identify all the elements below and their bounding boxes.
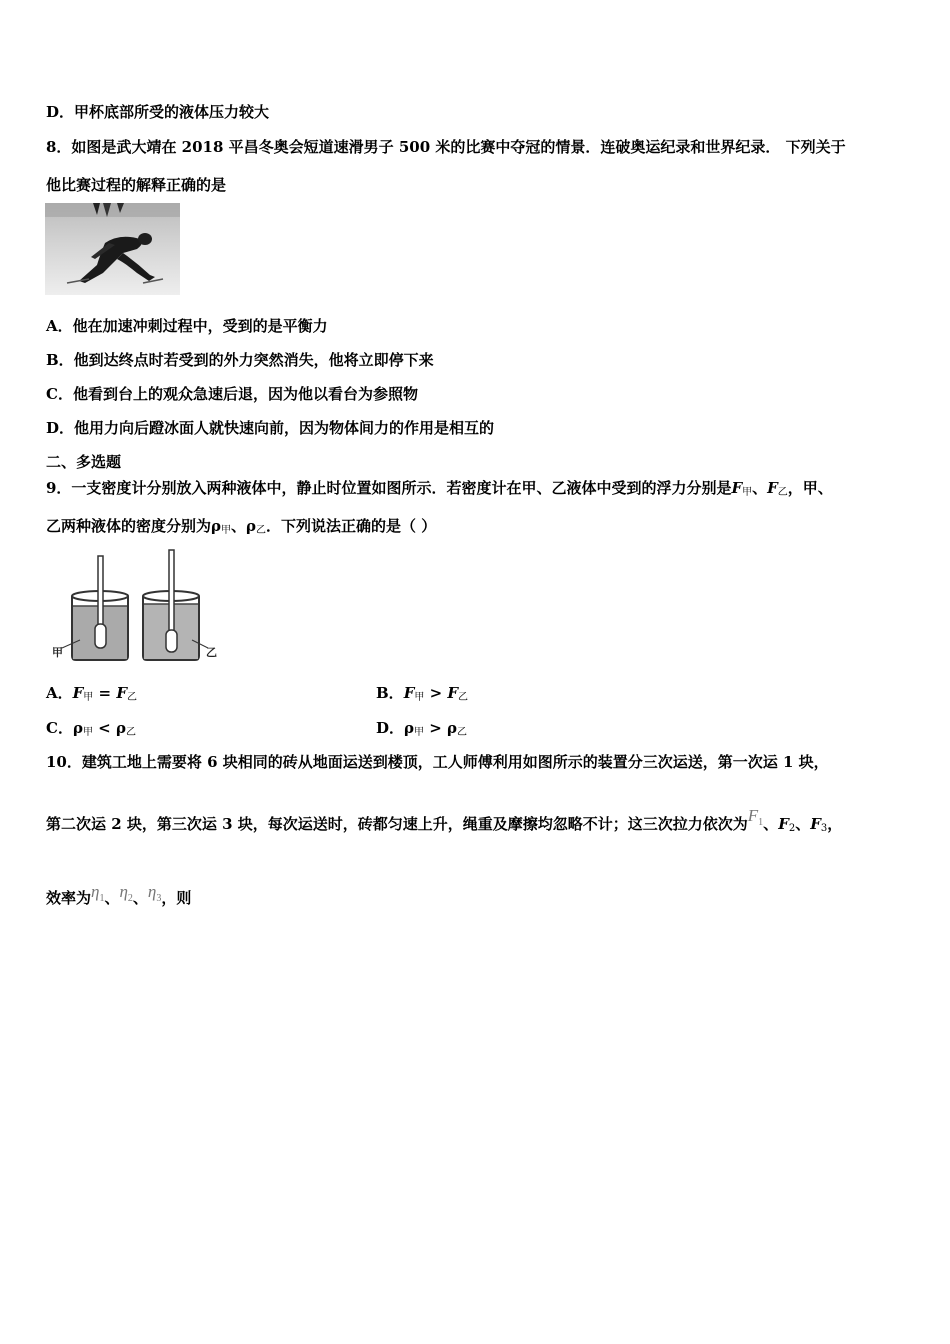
q8-option-b: B．他到达终点时若受到的外力突然消失，他将立即停下来 <box>46 351 434 369</box>
fig-label-jia: 甲 <box>52 646 63 659</box>
q8-stem-line1: 8．如图是武大靖在 2018 平昌冬奥会短道速滑男子 500 米的比赛中夺冠的情景．连破奥运纪录和世界纪录． 下列关于 <box>46 138 846 156</box>
q9-option-d: D．$\rho_甲 > \rho_乙$ <box>376 719 467 738</box>
q7-option-d: D．甲杯底部所受的液体压力较大 <box>46 103 270 121</box>
fig-label-yi: 乙 <box>206 646 217 659</box>
q8-option-a: A．他在加速冲刺过程中，受到的是平衡力 <box>46 317 328 335</box>
section-heading-multi-choice: 二、多选题 <box>46 453 122 471</box>
q9-option-c: C．$\rho_甲 < \rho_乙$ <box>46 719 136 738</box>
q10-stem-line2: 第二次运 2 块，第三次运 3 块，每次运送时，砖都匀速上升，绳重及摩擦均忽略不计；这三次拉力依次为$F_1$、$F_2$、$F_3$， <box>46 806 843 834</box>
hydrometer-figure <box>50 548 220 663</box>
q8-stem-line2: 他比赛过程的解释正确的是 <box>46 176 227 194</box>
q8-option-c: C．他看到台上的观众急速后退，因为他以看台为参照物 <box>46 385 418 403</box>
q9-option-b: B．$F_甲 > F_乙$ <box>376 684 469 703</box>
skater-photo <box>45 203 180 295</box>
q10-stem-line3: 效率为$\eta_1$、$\eta_2$、$\eta_3$，则 <box>46 882 192 907</box>
q8-option-d: D．他用力向后蹬冰面人就快速向前，因为物体间力的作用是相互的 <box>46 419 495 437</box>
q9-option-a: A．$F_甲 = F_乙$ <box>46 684 137 703</box>
q9-stem-line2: 乙两种液体的密度分别为$\rho_甲$、$\rho_乙$．下列说法正确的是（ ） <box>46 517 437 536</box>
q9-stem-line1: 9．一支密度计分别放入两种液体中，静止时位置如图所示．若密度计在甲、乙液体中受到的浮力分别是$F_甲$、$F_乙$，甲、 <box>46 479 833 498</box>
q10-stem-line1: 10．建筑工地上需要将 6 块相同的砖从地面运送到楼顶，工人师傅利用如图所示的装置分三次运送，第一次运 1 块， <box>46 753 829 771</box>
